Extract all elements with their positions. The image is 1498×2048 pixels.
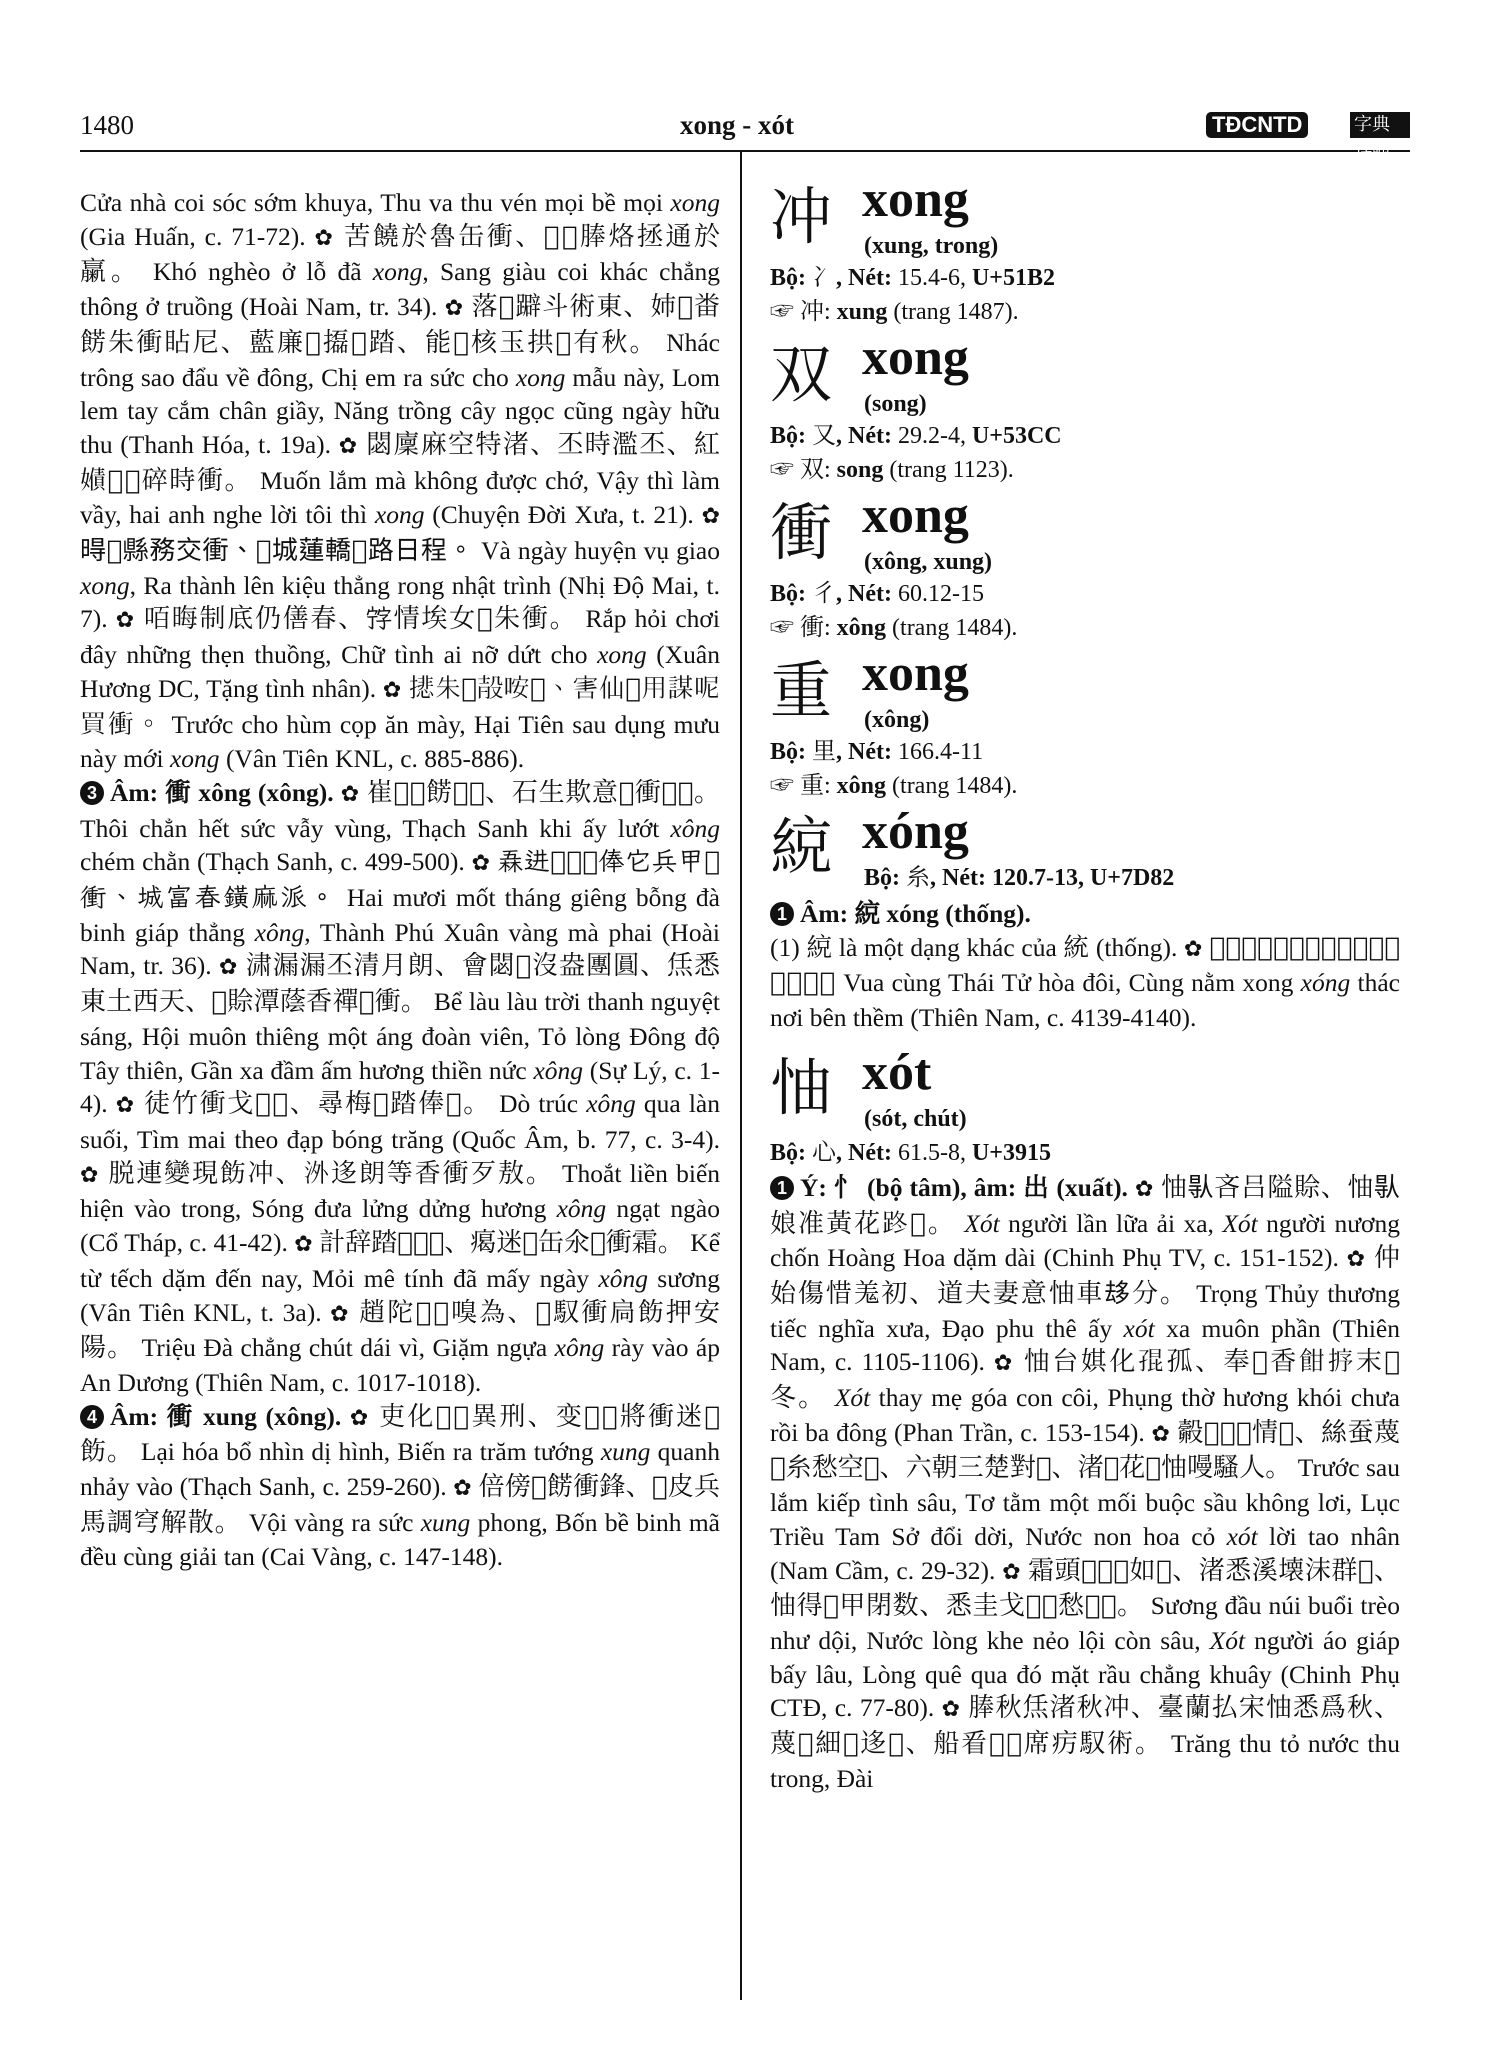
running-title: xong - xót	[680, 110, 794, 140]
cross-reference: ☞ 冲: xung (trang 1487).	[770, 299, 1019, 325]
flower-icon: ✿	[340, 781, 360, 807]
variant-readings: (xung, trong)	[864, 233, 999, 259]
dictionary-logo: 字典𡨸喃擇引	[1350, 112, 1410, 138]
variant-readings: (sót, chút)	[864, 1105, 967, 1132]
cross-reference: ☞ 双: song (trang 1123).	[770, 457, 1014, 483]
flower-icon: ✿	[338, 433, 359, 459]
flower-icon: ✿	[444, 296, 465, 322]
radical-info: Bộ: 心, Nét: 61.5-8, U+3915	[770, 1139, 1051, 1166]
headword: xong	[862, 329, 969, 386]
headword: xong	[862, 645, 969, 702]
page-number: 1480	[80, 110, 134, 140]
flower-icon: ✿	[701, 504, 720, 530]
entry-xong-3	[770, 486, 1400, 644]
entry-xot	[770, 1043, 1400, 1171]
continued-paragraph: Cửa nhà coi sóc sớm khuya, Thu va thu vén mọi bề mọi xong (Gia Huấn, c. 71-72). ✿ 苦饒於魯缶衝、𦝄𡖡䏾烙拯通於䊨。 Khó nghèo ở lỗ đã xong, Sang giàu coi khác chẳng thông ở truồng (Hoài Nam, tr. 34). ✿ 落𨁪躃斗術東、姉𡛔畨餝朱衝䀡尼、藍廉𢭂㩡𡳪踏、能𦻳核玉拱𣇞有秋。 Nhác trông sao đẩu về đông, Chị em ra sức cho xong mẫu này, Lom lem tay cắm chân giầy, Năng trồng cây ngọc cũng ngày hữu thu (Thanh Hóa, t. 19a). ✿ 閟廩麻空特渚、丕時濫丕、紅𡢻𤴬𠬠碎時衝。 Muốn lắm mà không được chớ, Vậy thì làm vầy, hai anh nghe lời tôi thì xong (Chuyện Đời Xưa, t. 21). ✿ 𣈜𣈙縣務交衝、𦋦城蓮轎𨀈路日程。 Và ngày huyện vụ giao xong, Ra thành lên kiệu thẳng rong nhật trình (Nhị Độ Mai, t. 7). ✿ 咟晦制底仍僐春、𡨸情埃女𦆹朱衝。 Rắp hỏi chơi đây những thẹn thuồng, Chữ tình ai nỡ dứt cho xong (Xuân Hương DC, Tặng tình nhân). ✿ 𢴾朱𩛖㱿咹𠿯、害仙𧶮用謀呢買衝。 Trước cho hùm cọp ăn mày, Hại Tiên sau dụng mưu này mới xong (Vân Tiên KNL, c. 885-886).	[80, 188, 721, 774]
flower-icon: ✿	[941, 1697, 962, 1723]
cross-reference: ☞ 衝: xông (trang 1484).	[770, 615, 1018, 641]
radical-info: Bộ: 里, Nét: 166.4-11	[770, 739, 984, 765]
flower-icon: ✿	[294, 1232, 313, 1258]
sense-number-badge: 3	[80, 781, 104, 805]
pointing-hand-icon: ☞	[770, 457, 794, 483]
entry-xot-sense: 1 Ý: 忄 (bộ tâm), âm: 出 (xuất). ✿ 怞𠊛吝吕隘賒、怞𠊛娘准黃花𨀐𨄹。 Xót người lần lữa ải xa, Xót người nương chốn Hoàng Hoa dặm dài (Chinh Phụ TV, c. 151-152). ✿ 仲始傷惜羗初、道夫妻意怞車𠫾分。 Trọng Thủy thương tiếc nghĩa xưa, Đạo phu thê ấy xót xa muôn phần (Thiên Nam, c. 1105-1106). ✿ 怞台娸化𡥵孤、奉𩈘香𩚵𢭸末𠀧冬。 Xót thay mẹ góa con côi, Phụng thờ hương khói chưa rồi ba đông (Phan Trần, c. 153-154). ✿ 㲉𩯀𢥈𢭂情𣳮、絲蚕蔑𦀺糸愁空𦀴、六朝三楚對𢬣、渚𡅧花𦝄怞𠼦騷人。 Trước sau lắm kiếp tình sâu, Tơ tằm một mối buộc sầu không lơi, Lục Triều Tam Sở đổi dời, Nước non hoa cỏ xót lời tao nhân (Nam Cầm, c. 29-32). ✿ 霜頭𡶀𥆾𨆢如𣸸、渚悉溪壊沫群𣳮、怞得𧞾甲閉数、悉圭戈𡛔𣑎愁𢭂𢠩。 Sương đầu núi buổi trèo như dội, Nước lòng khe nẻo lội còn sâu, Xót người áo giáp bấy lâu, Lòng quê qua đó mặt rầu chẳng khuây (Chinh Phụ CTĐ, c. 77-80). ✿ 䏾秋㶵渚秋冲、臺蘭払宋怞悉爲秋、蔑𥕄細𡎝迻𩠘、船㸔𤈜𤌋席疠馭術。 Trăng thu tỏ nước thu trong, Đài	[770, 1172, 1401, 1793]
sense-number-badge: 1	[770, 902, 794, 926]
variant-readings: (song)	[864, 391, 927, 417]
flower-icon: ✿	[471, 851, 491, 877]
right-column	[770, 170, 1400, 1795]
flower-icon: ✿	[993, 1351, 1015, 1377]
radical-info: Bộ: 冫, Nét: 15.4-6, U+51B2	[770, 265, 1055, 291]
flower-icon: ✿	[1151, 1421, 1171, 1447]
flower-icon: ✿	[80, 1162, 101, 1188]
entry-xong-5	[770, 802, 1400, 897]
radical-info: Bộ: 又, Nét: 29.2-4, U+53CC	[770, 423, 1062, 449]
flower-icon: ✿	[349, 1405, 371, 1431]
sense-number-badge: 4	[80, 1405, 104, 1429]
pointing-hand-icon: ☞	[770, 299, 794, 325]
sense-3-paragraph: 3 Âm: 衝 xông (xông). ✿ 崔𤞺𢼂餝𦞐𨆢、石生欺意𣳔衝𨫊𤞺。 Thôi chẳn hết sức vẫy vùng, Thạch Sanh khi ấy lướt xông chém chằn (Thạch Sanh, c. 499-500). ✿ 𠄻进𣎃𦝄𦛿俸它兵甲𠼲衝、城富春鐄麻派。 Hai mươi mốt tháng giêng bỗng đà binh giáp thẳng xông, Thành Phú Xuân vàng mà phai (Hoài Nam, tr. 36). ✿ 㴋漏漏丕清月朗、會閟𢽼沒盎團圓、㶵悉東土西天、𣢾賒潭蔭香禪𠺺衝。 Bể làu làu trời thanh nguyệt sáng, Hội muôn thiêng một áng đoàn viên, Tỏ lòng Đông độ Tây thiên, Gần xa đầm ấm hương thiền nức xông (Sự Lý, c. 1-4). ✿ 徒竹衝戈𤃠𣸠、尋梅𨇉踏俸𡢐。 Dò trúc xông qua làn suối, Tìm mai theo đạp bóng trăng (Quốc Âm, b. 77, c. 3-4). ✿ 脱連變現飭冲、𣳢迻朗等香衝歹敖。 Thoắt liền biến hiện vào trong, Sóng đưa lửng dửng hương xông ngạt ngào (Cổ Tháp, c. 41-42). ✿ 計辞踏𡓇𨃍𨁪、𤸎迷𠀲缶氽𣇞衝霜。 Kể từ tếch dặm đến nay, Mỏi mê tính đã mấy ngày xông sương (Vân Tiên KNL, t. 3a). ✿ 趙陀𢬣𢭸嗅為、𨁪馭衝扃飭押安陽。 Triệu Đà chẳng chút dái vì, Giặm ngựa xông rày vào áp An Dương (Thiên Nam, c. 1017-1018).	[80, 777, 721, 1397]
headword-character: 双	[770, 338, 833, 411]
headword-character: 綂	[770, 810, 833, 883]
flower-icon: ✿	[115, 608, 136, 634]
pointing-hand-icon: ☞	[770, 773, 794, 799]
sense-number-badge: 1	[770, 1176, 794, 1200]
left-column	[80, 186, 720, 1574]
flower-icon: ✿	[382, 677, 402, 703]
column-divider	[740, 150, 742, 2000]
entry-xong-1	[770, 170, 1400, 328]
radical-info: Bộ: 糸, Nét: 120.7-13, U+7D82	[864, 865, 1175, 891]
headword-character: 重	[770, 654, 833, 727]
entry-xong-5-sense: 1 Âm: 綂 xóng (thống). (1) 綂 là một dạng khác của 統 (thống). ✿ 𢬦共太子和堆、共𦨭衝綂托尼边墻。 Vua cùng Thái Tử hòa đôi, Cùng nằm xong xóng thác nơi bên thềm (Thiên Nam, c. 4139-4140).	[770, 899, 1401, 1033]
headword-character: 衝	[770, 496, 833, 569]
headword-character: 怞	[770, 1050, 833, 1124]
headword: xóng	[862, 803, 969, 860]
headword: xong	[862, 171, 969, 228]
cross-reference: ☞ 重: xông (trang 1484).	[770, 773, 1018, 799]
headword: xót	[862, 1043, 932, 1101]
flower-icon: ✿	[1134, 1176, 1154, 1202]
page-header	[80, 110, 1410, 187]
flower-icon: ✿	[218, 955, 239, 981]
pointing-hand-icon: ☞	[770, 615, 794, 641]
sense-4-paragraph: 4 Âm: 衝 xung (xông). ✿ 吏化𠻀𥚄異刑、变𠺥𣖢將衝迷𨀈飭。 Lại hóa bổ nhìn dị hình, Biến ra trăm tướng xung quanh nhảy vào (Thạch Sanh, c. 259-260). ✿ 倍傍𪝈餝衝鋒、𣘃皮兵馬調穹解散。 Vội vàng ra sức xung phong, Bốn bề binh mã đều cùng giải tan (Cai Vàng, c. 147-148).	[80, 1401, 721, 1572]
headword-character: 冲	[770, 180, 833, 253]
flower-icon: ✿	[115, 1093, 136, 1119]
flower-icon: ✿	[1184, 936, 1203, 962]
headword: xong	[862, 487, 969, 544]
entry-xong-4	[770, 644, 1400, 802]
variant-readings: (xông, xung)	[864, 549, 993, 575]
variant-readings: (xông)	[864, 707, 930, 733]
flower-icon: ✿	[1346, 1247, 1367, 1273]
flower-icon: ✿	[453, 1476, 472, 1502]
flower-icon: ✿	[1002, 1559, 1022, 1585]
entry-xong-2	[770, 328, 1400, 486]
flower-icon: ✿	[330, 1301, 351, 1327]
radical-info: Bộ: 彳, Nét: 60.12-15	[770, 581, 984, 607]
flower-icon: ✿	[314, 225, 336, 251]
publisher-logo: TĐCNTD	[1206, 112, 1308, 138]
